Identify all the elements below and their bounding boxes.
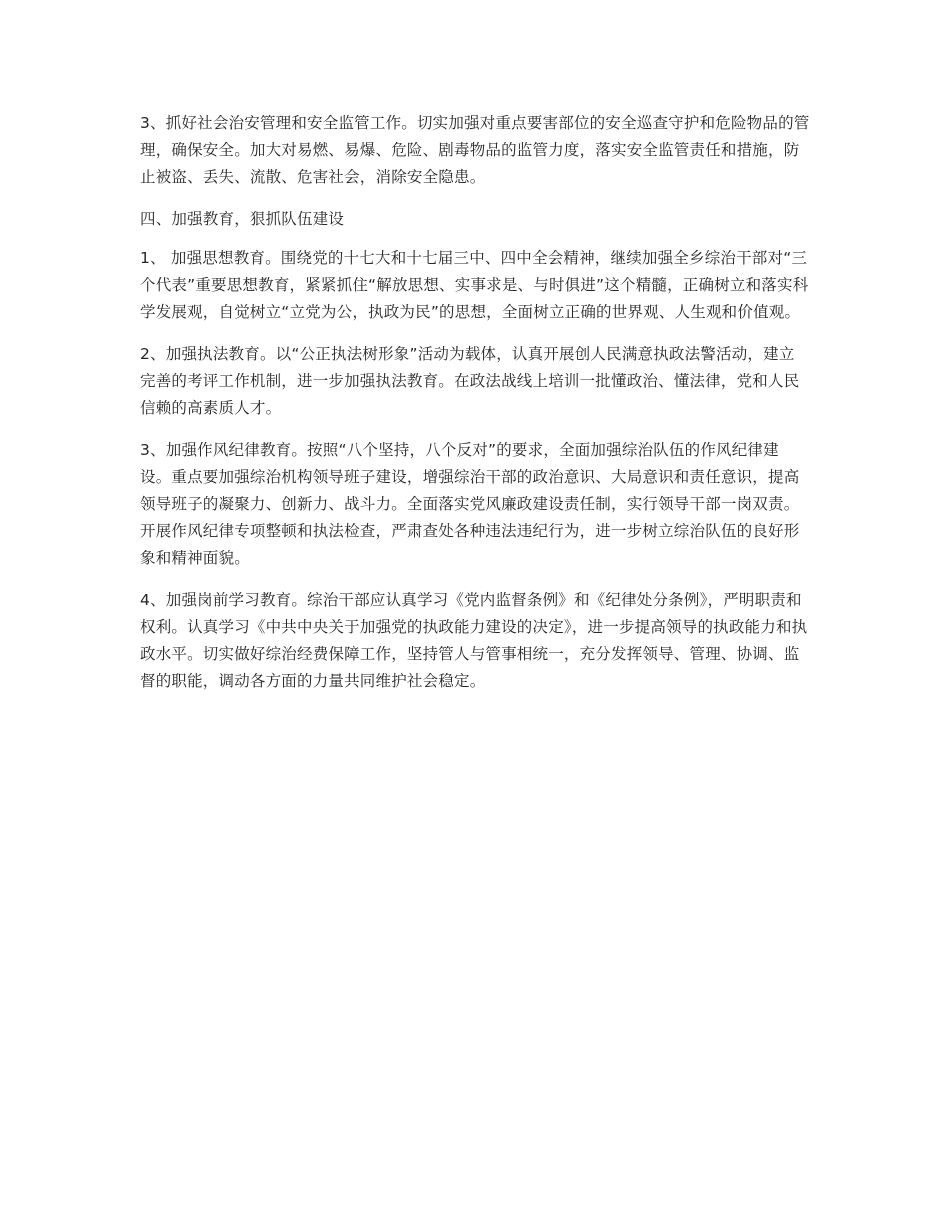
document-body [140,110,810,710]
section-heading-education: 四、加强教育，狠抓队伍建设 [140,210,345,228]
paragraph-security-supervision: 3、抓好社会治安管理和安全监管工作。切实加强对重点要害部位的安全巡查守护和危险物品的管理，确保安全。加大对易燃、易爆、危险、剧毒物品的监管力度，落实安全监管责任和措施，防止被盗、丢失、流散、危害社会，消除安全隐患。 [140,114,810,186]
paragraph-law-enforcement-education: 2、加强执法教育。以“公正执法树形象”活动为载体，认真开展创人民满意执政法警活动，建立完善的考评工作机制，进一步加强执法教育。在政法战线上培训一批懂政治、懂法律，党和人民信赖的高素质人才。 [140,345,800,417]
paragraph-pre-job-study: 4、加强岗前学习教育。综治干部应认真学习《党内监督条例》和《纪律处分条例》，严明职责和权利。认真学习《中共中央关于加强党的执政能力建设的决定》，进一步提高领导的执政能力和执政水平。切实做好综治经费保障工作，坚持管人与管事相统一，充分发挥领导、管理、协调、监督的职能，调动各方面的力量共同维护社会稳定。 [140,591,808,690]
paragraph-ideological-education: 1、 加强思想教育。围绕党的十七大和十七届三中、四中全会精神，继续加强全乡综治干部对“三个代表”重要思想教育，紧紧抓住“解放思想、实事求是、与时俱进”这个精髓，正确树立和落实科学发展观，自觉树立“立党为公，执政为民”的思想，全面树立正确的世界观、人生观和价值观。 [140,249,809,321]
paragraph-discipline-education: 3、加强作风纪律教育。按照“八个坚持，八个反对”的要求，全面加强综治队伍的作风纪律建设。重点要加强综治机构领导班子建设，增强综治干部的政治意识、大局意识和责任意识，提高领导班子的凝聚力、创新力、战斗力。全面落实党风廉政建设责任制，实行领导干部一岗双责。开展作风纪律专项整顿和执法检查，严肃查处各种违法违纪行为，进一步树立综治队伍的良好形象和精神面貌。 [140,441,800,567]
